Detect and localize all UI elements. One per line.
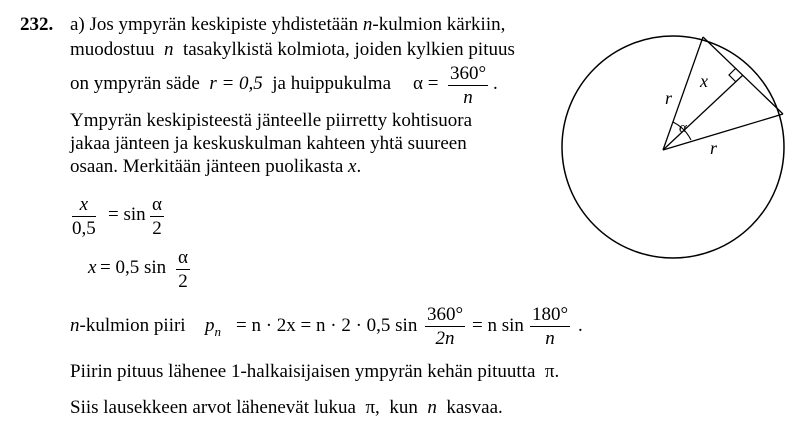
- eq1-sin-denominator: 2: [152, 218, 162, 239]
- intro-text: muodostuu: [70, 39, 155, 60]
- f1-numerator: 360°: [427, 304, 464, 325]
- intro-text-end: -kulmion kärkiin,: [372, 14, 506, 35]
- part-label: a): [70, 14, 85, 35]
- var-n: n: [427, 397, 437, 418]
- eq1-equals-sin: = sin: [108, 204, 146, 225]
- conclusion-line2: [70, 398, 503, 417]
- label-x: x: [700, 71, 708, 91]
- para2-line3: [70, 157, 361, 176]
- intro-text: ja huippukulma: [272, 73, 392, 94]
- problem-text-line3: [70, 74, 391, 93]
- var-n: n: [70, 315, 80, 336]
- problem-text-line2: [70, 40, 515, 59]
- perimeter-p: [205, 316, 221, 338]
- label-r2: r: [710, 138, 718, 158]
- eq2-rest: = 0,5 sin: [100, 257, 167, 278]
- eq2-numerator: α: [178, 247, 188, 268]
- pi-symbol: π.: [544, 361, 560, 382]
- perimeter-middle2: = n sin: [472, 315, 524, 336]
- intro-text: tasakylkistä kolmiota, joiden kylkien pituus: [182, 39, 515, 60]
- para2-line1: Ympyrän keskipisteestä jänteelle piirretty kohtisuora: [70, 110, 473, 131]
- perimeter-fraction1: [425, 305, 465, 348]
- period: .: [356, 156, 362, 177]
- var-x: x: [348, 156, 357, 177]
- eq2-lhs: x: [88, 257, 97, 278]
- para2-line2: jakaa jänteen ja keskuskulman kahteen yhtä suureen: [70, 133, 467, 154]
- label-r1: r: [665, 88, 673, 108]
- alpha-equals: α =: [413, 73, 439, 94]
- eq2-denominator: 2: [178, 271, 188, 292]
- eq1-sin-fraction: [150, 195, 164, 238]
- p-subscript: n: [214, 323, 221, 339]
- eq2-fraction: [176, 248, 190, 291]
- alpha-numerator: 360°: [450, 63, 487, 84]
- p-symbol: p: [205, 315, 215, 336]
- conclusion-text: Piirin pituus lähenee 1-halkaisijaisen ympyrän kehän pituutta: [70, 361, 536, 382]
- perimeter-middle: = n · 2x = n · 2 · 0,5 sin: [236, 315, 418, 336]
- eq1-sin-numerator: α: [152, 194, 162, 215]
- f1-denominator: 2n: [435, 328, 455, 349]
- f2-numerator: 180°: [532, 304, 569, 325]
- conclusion-text: kasvaa.: [446, 397, 503, 418]
- problem-number: 232.: [20, 14, 54, 35]
- f2-denominator: n: [545, 328, 555, 349]
- perimeter-fraction2: [530, 305, 570, 348]
- eq1-lhs-fraction: [72, 195, 96, 238]
- eq1-denominator: 0,5: [72, 218, 96, 239]
- intro-text: on ympyrän säde: [70, 73, 200, 94]
- period: .: [578, 315, 583, 336]
- conclusion-line1: [70, 362, 559, 381]
- var-n: n: [163, 39, 174, 60]
- label-alpha: α: [679, 120, 687, 136]
- pi-symbol: π,: [365, 397, 380, 418]
- conclusion-text: kun: [389, 397, 418, 418]
- alpha-fraction: [448, 64, 488, 107]
- period: .: [493, 73, 498, 94]
- alpha-denominator: n: [463, 87, 473, 108]
- right-angle-marker: [729, 68, 736, 82]
- perimeter-text: -kulmion piiri: [79, 315, 186, 336]
- conclusion-text: Siis lausekkeen arvot lähenevät lukua: [70, 397, 356, 418]
- problem-text-line1: [70, 15, 505, 34]
- var-n: n: [362, 14, 373, 35]
- intro-text: Jos ympyrän keskipiste yhdistetään: [89, 14, 359, 35]
- r-expression: r = 0,5: [209, 73, 263, 94]
- para2-text: osaan. Merkitään jänteen puolikasta: [70, 156, 344, 177]
- eq1-numerator: x: [72, 195, 96, 217]
- perimeter-label: [70, 316, 186, 335]
- circle-figure: [560, 30, 790, 270]
